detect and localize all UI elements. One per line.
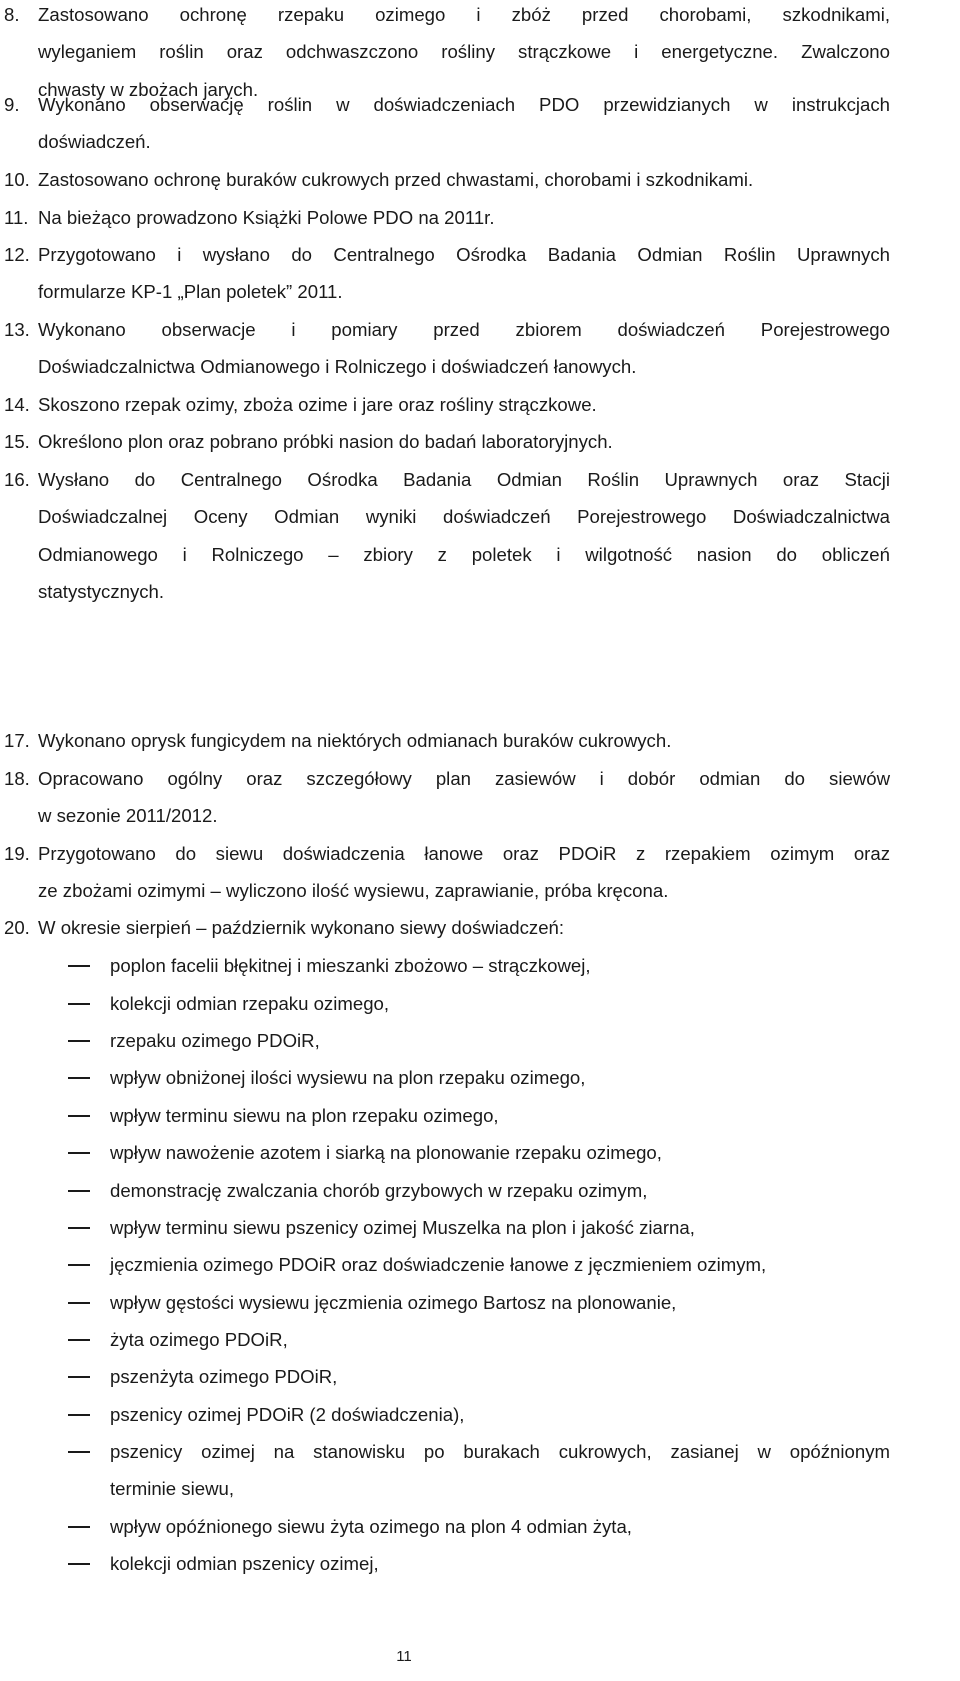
list-item xyxy=(4,835,890,910)
list-item-number: 17. xyxy=(4,730,30,751)
list-item xyxy=(4,461,890,610)
dash-list-item-text xyxy=(110,1134,890,1171)
dash-bullet xyxy=(68,1339,90,1341)
text-line: Wykonano obserwacje i pomiary przed zbiorem doświadczeń Porejestrowego xyxy=(38,319,890,340)
text-line: kolekcji odmian pszenicy ozimej, xyxy=(110,1553,379,1574)
dash-list-item xyxy=(68,947,890,984)
dash-list-item-text xyxy=(110,985,890,1022)
text-line: kolekcji odmian rzepaku ozimego, xyxy=(110,993,390,1014)
list-item xyxy=(4,236,890,311)
text-line: żyta ozimego PDOiR, xyxy=(110,1329,288,1350)
dash-list-item-text xyxy=(110,1284,890,1321)
dash-list-item xyxy=(68,1396,890,1433)
text-line: pszenżyta ozimego PDOiR, xyxy=(110,1366,338,1387)
dash-list-item-text xyxy=(110,1321,890,1358)
list-item-text xyxy=(38,461,890,610)
list-item-number: 20. xyxy=(4,917,30,938)
dash-list-item-text xyxy=(110,1396,890,1433)
dash-bullet xyxy=(68,1227,90,1229)
text-line: Na bieżąco prowadzono Książki Polowe PDO na 2011r. xyxy=(38,207,495,228)
dash-list-item xyxy=(68,1022,890,1059)
dash-bullet xyxy=(68,1526,90,1528)
text-line: wpływ nawożenie azotem i siarką na plonowanie rzepaku ozimego, xyxy=(110,1142,662,1163)
text-line: Skoszono rzepak ozimy, zboża ozime i jare oraz rośliny strączkowe. xyxy=(38,394,597,415)
list-item xyxy=(4,161,890,198)
text-line: demonstrację zwalczania chorób grzybowych w rzepaku ozimym, xyxy=(110,1180,648,1201)
text-line: Zastosowano ochronę buraków cukrowych przed chwastami, chorobami i szkodnikami. xyxy=(38,169,754,190)
list-item-number: 18. xyxy=(4,768,30,789)
list-item xyxy=(4,199,890,236)
text-line: Doświadczalnictwa Odmianowego i Rolniczego i doświadczeń łanowych. xyxy=(38,356,637,378)
text-line: pszenicy ozimej na stanowisku po burakach cukrowych, zasianej w opóźnionym xyxy=(110,1441,890,1462)
text-line: wpływ gęstości wysiewu jęczmienia ozimego Bartosz na plonowanie, xyxy=(110,1292,677,1313)
list-item xyxy=(4,909,890,946)
text-line: Doświadczalnej Oceny Odmian wyniki doświadczeń Porejestrowego Doświadczalnictwa xyxy=(38,506,890,528)
list-item-text xyxy=(38,161,890,198)
dash-list-item xyxy=(68,1358,890,1395)
dash-bullet xyxy=(68,1414,90,1416)
text-line: wpływ obniżonej ilości wysiewu na plon rzepaku ozimego, xyxy=(110,1067,586,1088)
text-line: rzepaku ozimego PDOiR, xyxy=(110,1030,320,1051)
text-line: Określono plon oraz pobrano próbki nasion do badań laboratoryjnych. xyxy=(38,431,613,452)
dash-list-item-text xyxy=(110,1545,890,1582)
text-line: wpływ opóźnionego siewu żyta ozimego na plon 4 odmian żyta, xyxy=(110,1516,632,1537)
list-item-text xyxy=(38,722,890,759)
list-item xyxy=(4,86,890,161)
dash-list-item xyxy=(68,1321,890,1358)
text-line: Przygotowano do siewu doświadczenia łanowe oraz PDOiR z rzepakiem ozimym oraz xyxy=(38,843,890,864)
text-line: W okresie sierpień – październik wykonano siewy doświadczeń: xyxy=(38,917,565,938)
text-line: Wykonano oprysk fungicydem na niektórych odmianach buraków cukrowych. xyxy=(38,730,672,751)
list-item-number: 14. xyxy=(4,394,30,415)
dash-list-item xyxy=(68,1097,890,1134)
text-line: wpływ terminu siewu na plon rzepaku ozimego, xyxy=(110,1105,499,1126)
dash-list-item-text xyxy=(110,1209,890,1246)
dash-bullet xyxy=(68,1190,90,1192)
list-item-number: 19. xyxy=(4,843,30,864)
list-item-number: 12. xyxy=(4,244,30,265)
dash-bullet xyxy=(68,1264,90,1266)
text-line: wpływ terminu siewu pszenicy ozimej Muszelka na plon i jakość ziarna, xyxy=(110,1217,695,1238)
dash-list-item-text xyxy=(110,1246,890,1283)
dash-list-item xyxy=(68,1209,890,1246)
list-item-number: 13. xyxy=(4,319,30,340)
dash-list-item-text xyxy=(110,947,890,984)
dash-bullet xyxy=(68,1302,90,1304)
list-item xyxy=(4,722,890,759)
text-line: ze zbożami ozimymi – wyliczono ilość wysiewu, zaprawianie, próba kręcona. xyxy=(38,880,669,902)
text-line: poplon facelii błękitnej i mieszanki zbożowo – strączkowej, xyxy=(110,955,591,976)
list-item-text xyxy=(38,423,890,460)
list-item-text xyxy=(38,760,890,835)
dash-bullet xyxy=(68,1152,90,1154)
list-item-number: 15. xyxy=(4,431,30,452)
dash-bullet xyxy=(68,1115,90,1117)
list-item xyxy=(4,760,890,835)
dash-list-item-text xyxy=(110,1059,890,1096)
dash-bullet xyxy=(68,1040,90,1042)
dash-list-item-text xyxy=(110,1508,890,1545)
text-line: wyleganiem roślin oraz odchwaszczono rośliny strączkowe i energetyczne. Zwalczono xyxy=(38,41,890,63)
list-item xyxy=(4,386,890,423)
list-item-number: 9. xyxy=(4,94,20,115)
dash-bullet xyxy=(68,1451,90,1453)
dash-list-item xyxy=(68,1284,890,1321)
list-item-text xyxy=(38,835,890,910)
list-item-text xyxy=(38,236,890,311)
text-line: Wykonano obserwację roślin w doświadczeniach PDO przewidzianych w instrukcjach xyxy=(38,94,890,115)
list-item-text xyxy=(38,311,890,386)
dash-list-item xyxy=(68,985,890,1022)
text-line: Odmianowego i Rolniczego – zbiory z poletek i wilgotność nasion do obliczeń xyxy=(38,543,890,565)
text-line: chwasty w zbożach jarych. xyxy=(38,78,259,100)
list-item xyxy=(4,311,890,386)
text-line: Opracowano ogólny oraz szczegółowy plan zasiewów i dobór odmian do siewów xyxy=(38,768,890,789)
list-item-text xyxy=(38,386,890,423)
text-line: pszenicy ozimej PDOiR (2 doświadczenia), xyxy=(110,1404,465,1425)
list-item-text xyxy=(38,86,890,161)
dash-list-item xyxy=(68,1433,890,1508)
text-line: statystycznych. xyxy=(38,580,165,602)
dash-bullet xyxy=(68,1376,90,1378)
list-item xyxy=(4,423,890,460)
text-line: w sezonie 2011/2012. xyxy=(38,805,218,827)
dash-list-item xyxy=(68,1134,890,1171)
dash-list-item-text xyxy=(110,1097,890,1134)
dash-list-item-text xyxy=(110,1172,890,1209)
dash-bullet xyxy=(68,1077,90,1079)
text-line: terminie siewu, xyxy=(110,1478,235,1500)
list-item-number: 11. xyxy=(4,207,29,228)
dash-list-item xyxy=(68,1545,890,1582)
text-line: Przygotowano i wysłano do Centralnego Ośrodka Badania Odmian Roślin Uprawnych xyxy=(38,244,890,265)
text-line: doświadczeń. xyxy=(38,131,151,153)
dash-list-item xyxy=(68,1059,890,1096)
dash-list-item xyxy=(68,1172,890,1209)
text-line: Zastosowano ochronę rzepaku ozimego i zbóż przed chorobami, szkodnikami, xyxy=(38,4,890,25)
dash-bullet xyxy=(68,1003,90,1005)
dash-list-item xyxy=(68,1508,890,1545)
page-number: 11 xyxy=(396,1648,412,1665)
list-item-number: 16. xyxy=(4,469,30,490)
list-item-number: 8. xyxy=(4,4,20,25)
text-line: jęczmienia ozimego PDOiR oraz doświadczenie łanowe z jęczmieniem ozimym, xyxy=(110,1254,767,1275)
dash-list-item-text xyxy=(110,1022,890,1059)
list-item-text xyxy=(38,909,890,946)
dash-bullet xyxy=(68,1563,90,1565)
dash-list-item-text xyxy=(110,1358,890,1395)
list-item-number: 10. xyxy=(4,169,30,190)
text-line: Wysłano do Centralnego Ośrodka Badania Odmian Roślin Uprawnych oraz Stacji xyxy=(38,469,890,490)
text-line: formularze KP-1 „Plan poletek” 2011. xyxy=(38,281,343,303)
dash-list-item-text xyxy=(110,1433,890,1508)
dash-bullet xyxy=(68,965,90,967)
list-item-text xyxy=(38,199,890,236)
dash-list-item xyxy=(68,1246,890,1283)
